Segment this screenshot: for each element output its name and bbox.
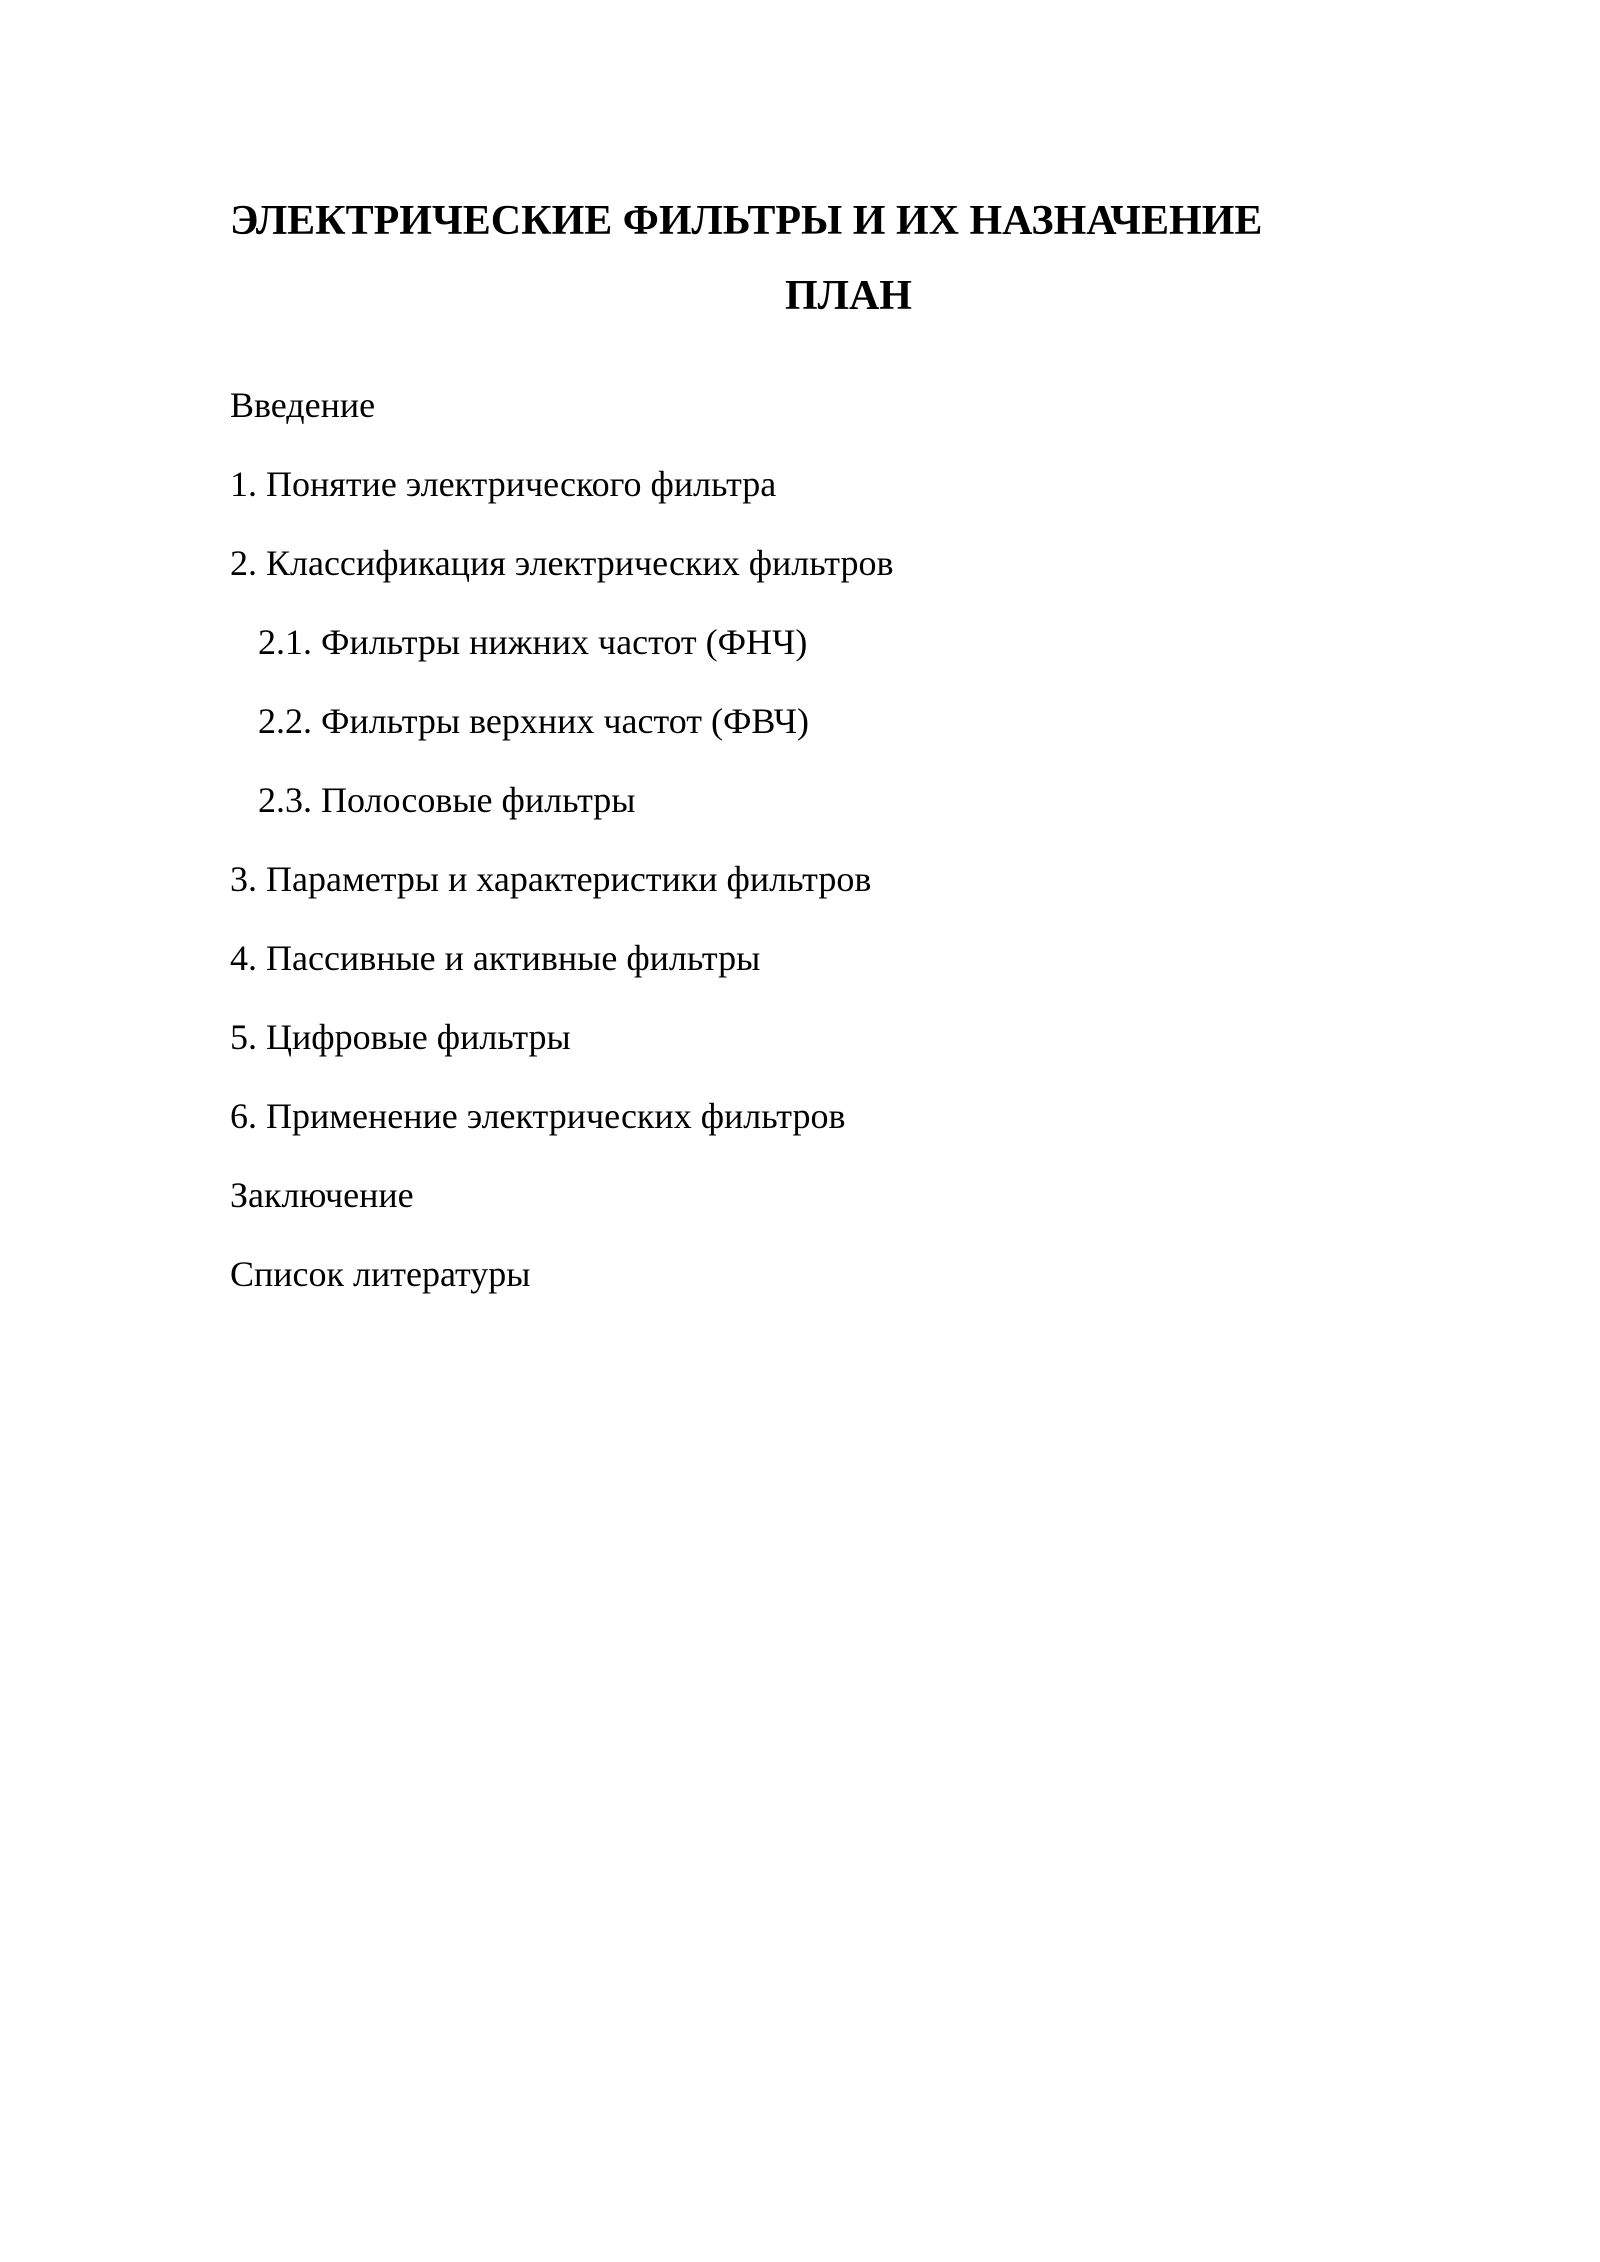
toc-item-references: Список литературы [230,1254,531,1294]
toc-item-3: 3. Параметры и характеристики фильтров [230,859,872,899]
toc-item-introduction: Введение [230,385,376,425]
toc-item-5: 5. Цифровые фильтры [230,1017,571,1057]
toc-item-6: 6. Применение электрических фильтров [230,1096,846,1136]
toc-item-conclusion: Заключение [230,1175,414,1215]
toc-item-1: 1. Понятие электрического фильтра [230,464,777,504]
toc-item-2-2: 2.2. Фильтры верхних частот (ФВЧ) [258,701,809,741]
toc-item-2-3: 2.3. Полосовые фильтры [258,780,636,820]
toc-item-2: 2. Классификация электрических фильтров [230,543,894,583]
toc-item-4: 4. Пассивные и активные фильтры [230,938,761,978]
document-title: ЭЛЕКТРИЧЕСКИЕ ФИЛЬТРЫ И ИХ НАЗНАЧЕНИЕ [230,198,1263,244]
toc-item-2-1: 2.1. Фильтры нижних частот (ФНЧ) [258,622,808,662]
plan-heading: ПЛАН [785,273,912,319]
table-of-contents [230,366,893,1314]
